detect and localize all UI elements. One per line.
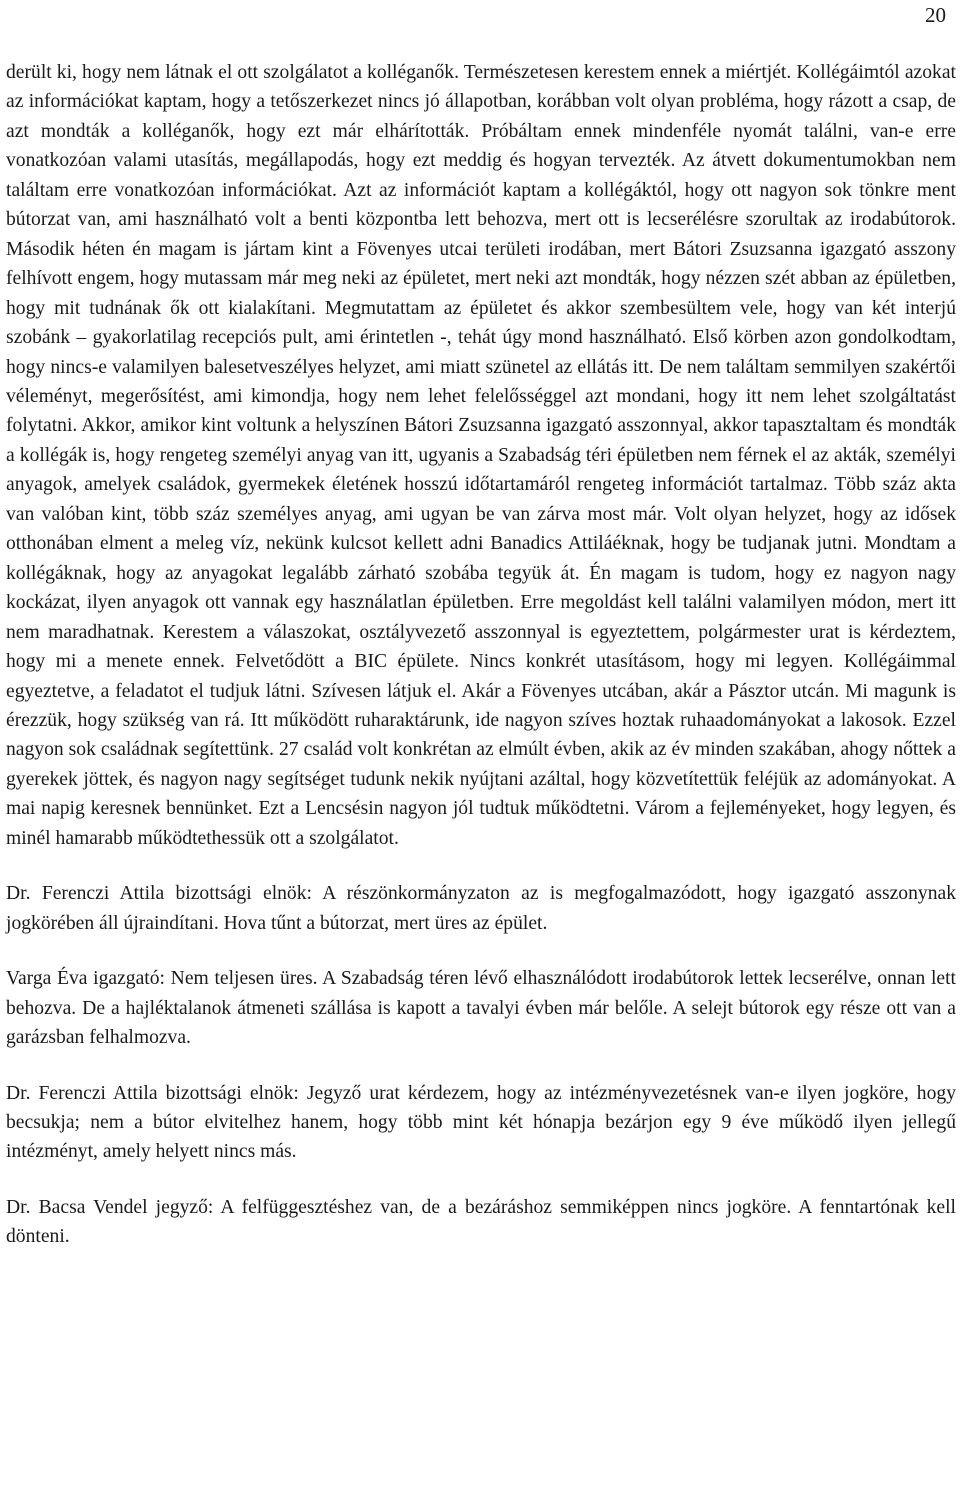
paragraph-ferenczi-to-notary: Dr. Ferenczi Attila bizottsági elnök: Jegyző urat kérdezem, hogy az intézményvezetésnek van-e ilyen jogköre, hogy becsukja; nem a bútor elvitelhez hanem, hogy több mint két hónapja bezárjon egy 9 éve működő ilyen jellegű intézményt, amely helyett nincs más. xyxy=(6,1082,956,1163)
paragraph-ferenczi-question: Dr. Ferenczi Attila bizottsági elnök: A részönkormányzaton az is megfogalmazódott, hogy igazgató asszonynak jogkörében áll újraindítani. Hova tűnt a bútorzat, mert üres az épület. xyxy=(6,883,956,934)
paragraph-bacsa-answer: Dr. Bacsa Vendel jegyző: A felfüggesztéshez van, de a bezáráshoz semmiképpen nincs jogköre. A fenntartónak kell dönteni. xyxy=(6,1196,956,1248)
paragraph-narrative: derült ki, hogy nem látnak el ott szolgálatot a kolléganők. Természetesen kerestem ennek a miértjét. Kollégáimtól azokat az információkat kaptam, hogy a tetőszerkezet nincs jó állapotban, korábban volt olyan probléma, hogy rázott a csap, de azt mondták a kolléganők, hogy ezt már elhárították. Próbáltam ennek mindenféle nyomát találni, van-e erre vonatkozóan valami utasítás, megállapodás, hogy ezt meddig és hogyan tervezték. Az átvett dokumentumokban nem találtam erre vonatkozóan információkat. Azt az információt kaptam a kollégáktól, hogy ott nagyon sok tönkre ment bútorzat van, ami használható volt a benti központba lett behozva, mert ott is lecserélésre szorultak az irodabútorok. Második héten én magam is jártam kint a Fövenyes utcai területi irodában, mert Bátori Zsuzsanna igazgató asszony felhívott engem, hogy mutassam már meg neki az épületet, mert neki azt mondták, hogy nézzen szét abban az épületben, hogy mit tudnának ők ott kialakítani. Megmutattam az épületet és akkor szembesültem vele, hogy van két interjú szobánk – gyakorlatilag recepciós pult, ami érintetlen -, tehát úgy mond használható. Első körben azon gondolkodtam, hogy nincs-e valamilyen balesetveszélyes helyzet, ami miatt szünetel az ellátás itt. De nem találtam semmilyen szakértői véleményt, megerősítést, ami kimondja, hogy nem lehet felelősséggel azt mondani, hogy itt nem lehet szolgáltatást folytatni. Akkor, amikor kint voltunk a helyszínen Bátori Zsuzsanna igazgató asszonnyal, akkor tapasztaltam és mondták a kollégák is, hogy rengeteg személyi anyag van itt, ugyanis a Szabadság téri épületben nem férnek el az akták, személyi anyagok, amelyek családok, gyermekek életének hosszú időtartamáról rengeteg információt tartalmaz. Több száz akta van valóban kint, több száz személyes anyag, ami ugyan be van zárva most már. Volt olyan helyzet, hogy az idősek otthonában elment a meleg víz, nekünk kulcsot kellett adni Banadics Attiláéknak, hogy be tudjanak jutni. Mondtam a kollégáknak, hogy az anyagokat legalább zárható szobába tegyük át. Én magam is tudom, hogy ez nagyon nagy kockázat, ilyen anyagok ott vannak egy használatlan épületben. Erre megoldást kell találni valamilyen módon, mert itt nem maradhatnak. Kerestem a válaszokat, osztályvezető asszonnyal is egyeztettem, polgármester urat is kérdeztem, hogy mi a menete ennek. Felvetődött a BIC épülete. Nincs konkrét utasításom, hogy mi legyen. Kollégáimmal egyeztetve, a feladatot el tudjuk látni. Szívesen látjuk el. Akár a Fövenyes utcában, akár a Pásztor utcán. Mi magunk is érezzük, hogy szükség van rá. Itt működött ruharaktárunk, ide nagyon szíves hoztak ruhaadományokat a lakosok. Ezzel nagyon sok családnak segítettünk. 27 család volt konkrétan az elmúlt évben, akik az év minden szakában, ahogy nőttek a gyerekek jöttek, és nagyon nagy segítséget tudunk nekik nyújtani azáltal, hogy közvetítettük feléjük az adományokat. A mai napig keresnek bennünket. Ezt a Lencsésin nagyon jól tudtuk működtetni. Várom a fejleményeket, hogy legyen, és minél hamarabb működtethessük ott a szolgálatot. xyxy=(6,62,956,849)
paragraph-varga-answer: Varga Éva igazgató: Nem teljesen üres. A Szabadság téren lévő elhasználódott irodabútorok lettek lecserélve, onnan lett behozva. De a hajléktalanok átmeneti szállása is kapott a tavalyi évben már belőle. A selejt bútorok egy része ott van a garázsban felhalmozva. xyxy=(6,968,956,1049)
page-body xyxy=(6,58,956,1252)
page-number: 20 xyxy=(925,3,946,27)
